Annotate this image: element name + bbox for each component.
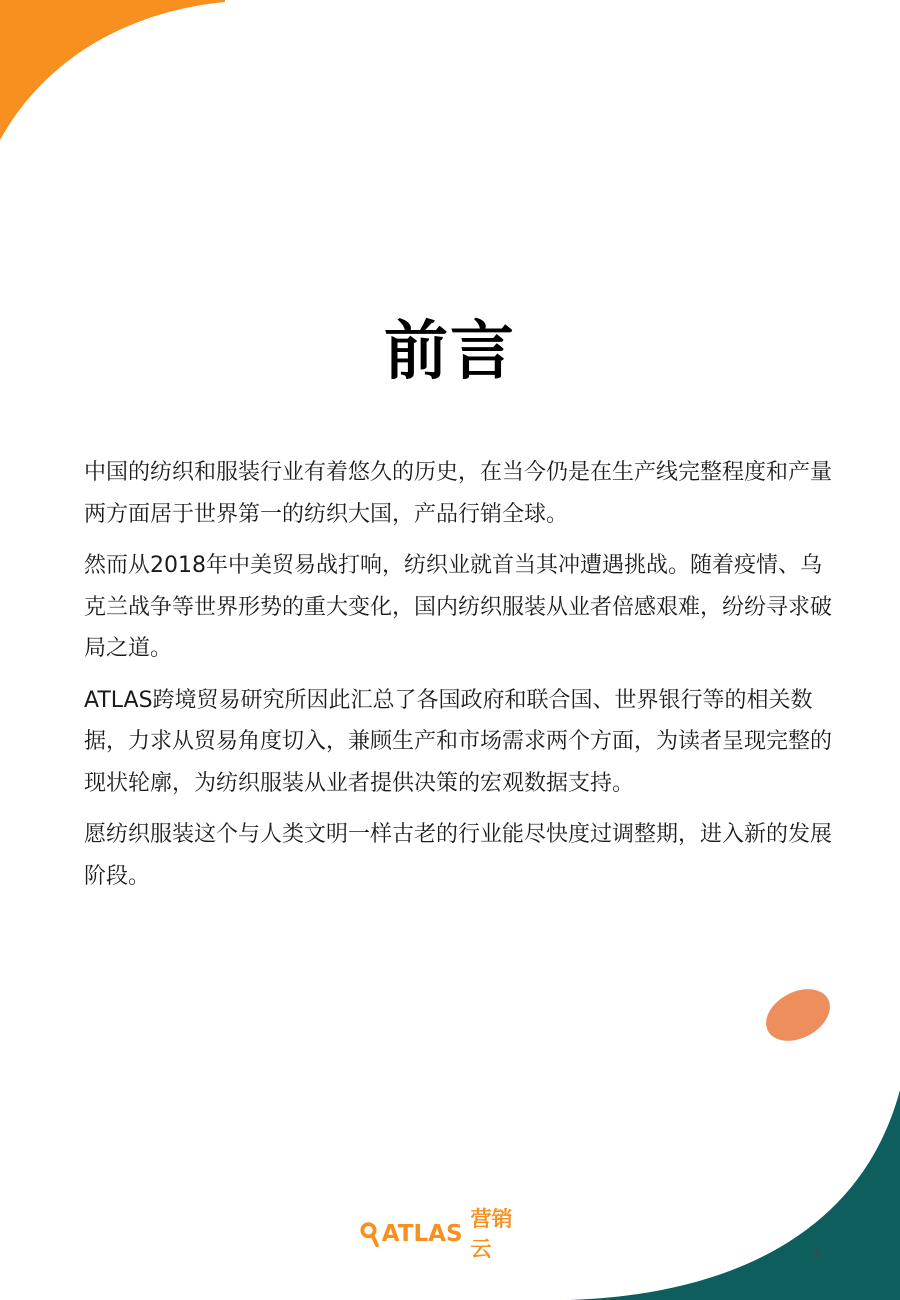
paragraph-3: ATLAS跨境贸易研究所因此汇总了各国政府和联合国、世界银行等的相关数据，力求从贸易角度切入，兼顾生产和市场需求两个方面，为读者呈现完整的现状轮廓，为纺织服装从业者提供决策的宏观数据支持。 xyxy=(84,687,833,796)
atlas-logo xyxy=(360,1207,530,1261)
page-title: 前言 xyxy=(384,315,516,389)
corner-decoration-top-left xyxy=(0,0,225,140)
paragraph-2: 然而从2018年中美贸易战打响，纺织业就首当其冲遭遇挑战。随着疫情、乌克兰战争等世界形势的重大变化，国内纺织服装从业者倍感艰难，纷纷寻求破局之道。 xyxy=(84,553,833,661)
logo-wordmark: ATLAS xyxy=(381,1221,463,1247)
corner-decoration-bottom-right xyxy=(570,1090,900,1300)
logo-subtitle: 营销云 xyxy=(470,1207,513,1261)
page-number: 2 xyxy=(812,1249,821,1264)
paragraph-1: 中国的纺织和服装行业有着悠久的历史，在当今仍是在生产线完整程度和产量两方面居于世界第一的纺织大国，产品行销全球。 xyxy=(84,460,833,527)
atlas-logo-icon xyxy=(360,1221,381,1247)
paragraph-4: 愿纺织服装这个与人类文明一样古老的行业能尽快度过调整期，进入新的发展阶段。 xyxy=(84,822,833,889)
orange-blob-decoration xyxy=(762,985,834,1045)
preface-body xyxy=(84,452,834,907)
